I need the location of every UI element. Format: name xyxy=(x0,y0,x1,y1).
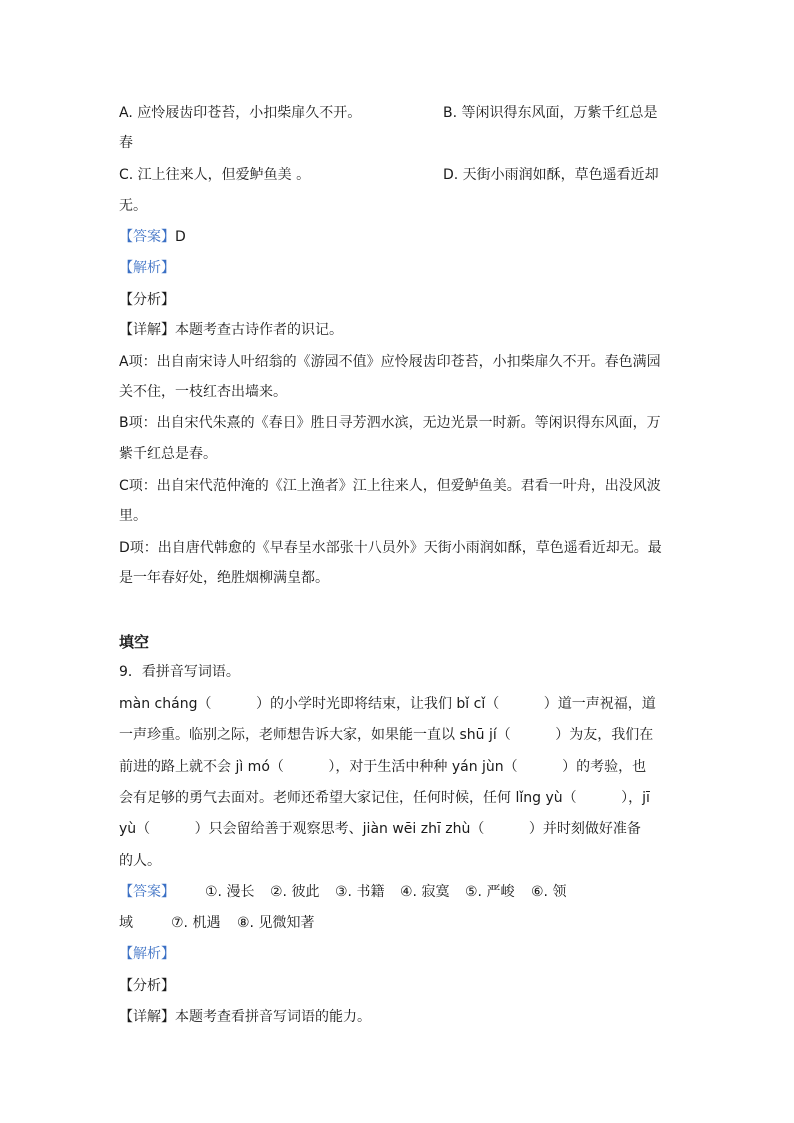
q9-line-1: màn cháng（ ）的小学时光即将结束，让我们 bǐ cǐ（ ）道一声祝福，道 xyxy=(119,696,656,712)
option-d: D. 天街小雨润如酥，草色遥看近却 xyxy=(443,167,659,183)
q9-xiangjie: 【详解】本题考查看拼音写词语的能力。 xyxy=(119,1009,371,1025)
q9-stem: 9．看拼音写词语。 xyxy=(119,664,240,680)
q9-jiexi-tag: 【解析】 xyxy=(119,946,175,962)
q8-xiangjie: 【详解】本题考查古诗作者的识记。 xyxy=(119,322,343,338)
answer-item: ⑧. 见微知著 xyxy=(237,915,315,931)
q8-jiexi-tag: 【解析】 xyxy=(119,260,175,276)
answer-item: ⑤. 严峻 xyxy=(465,884,515,900)
q9-answer-row-2 xyxy=(119,913,314,933)
answer-item-continued: 域 xyxy=(119,915,133,931)
q9-fenxi: 【分析】 xyxy=(119,978,175,994)
option-a: A. 应怜屐齿印苍苔，小扣柴扉久不开。 xyxy=(119,105,362,121)
q8-explain-d-1: D项：出自唐代韩愈的《早春呈水部张十八员外》天街小雨润如酥，草色遥看近却无。最 xyxy=(119,540,662,556)
q9-line-4: 会有足够的勇气去面对。老师还希望大家记住，任何时候，任何 lǐng yù（ ），jī xyxy=(119,790,650,806)
section-title: 填空 xyxy=(119,633,150,651)
answer-item: ①. 漫长 xyxy=(205,884,255,900)
q8-explain-b-2: 紫千红总是春。 xyxy=(119,446,217,462)
q8-explain-d-2: 是一年春好处，绝胜烟柳满皇都。 xyxy=(119,570,329,586)
answer-tag: 【答案】 xyxy=(119,229,175,245)
q8-explain-b-1: B项：出自宋代朱熹的《春日》胜日寻芳泗水滨，无边光景一时新。等闲识得东风面，万 xyxy=(119,415,661,431)
answer-item: ⑦. 机遇 xyxy=(171,915,221,931)
q8-fenxi: 【分析】 xyxy=(119,292,175,308)
option-b: B. 等闲识得东风面，万紫千红总是 xyxy=(443,105,658,121)
q8-explain-c-2: 里。 xyxy=(119,508,147,524)
q9-line-5: yù（ ）只会留给善于观察思考、jiàn wēi zhī zhù（ ）并时刻做好准备 xyxy=(119,821,641,837)
answer-value: D xyxy=(175,229,186,245)
q9-line-6: 的人。 xyxy=(119,853,161,869)
q9-answer-row xyxy=(119,882,566,902)
option-b-continued: 春 xyxy=(119,135,133,151)
q8-explain-c-1: C项：出自宋代范仲淹的《江上渔者》江上往来人，但爱鲈鱼美。君看一叶舟，出没风波 xyxy=(119,478,661,494)
q8-answer xyxy=(119,227,186,247)
q8-explain-a-1: A项：出自南宋诗人叶绍翁的《游园不值》应怜屐齿印苍苔，小扣柴扉久不开。春色满园 xyxy=(119,354,661,370)
option-d-continued: 无。 xyxy=(119,198,147,214)
answer-tag: 【答案】 xyxy=(119,884,175,900)
answer-item: ②. 彼此 xyxy=(270,884,320,900)
answer-item: ⑥. 领 xyxy=(531,884,567,900)
answer-item: ④. 寂寞 xyxy=(400,884,450,900)
q9-line-2: 一声珍重。临别之际，老师想告诉大家，如果能一直以 shū jí（ ）为友，我们在 xyxy=(119,727,654,743)
q9-line-3: 前进的路上就不会 jì mó（ ），对于生活中种种 yán jùn（ ）的考验，也 xyxy=(119,759,647,775)
option-c: C. 江上往来人，但爱鲈鱼美 。 xyxy=(119,167,311,183)
q8-explain-a-2: 关不住，一枝红杏出墙来。 xyxy=(119,384,287,400)
answer-item: ③. 书籍 xyxy=(335,884,385,900)
